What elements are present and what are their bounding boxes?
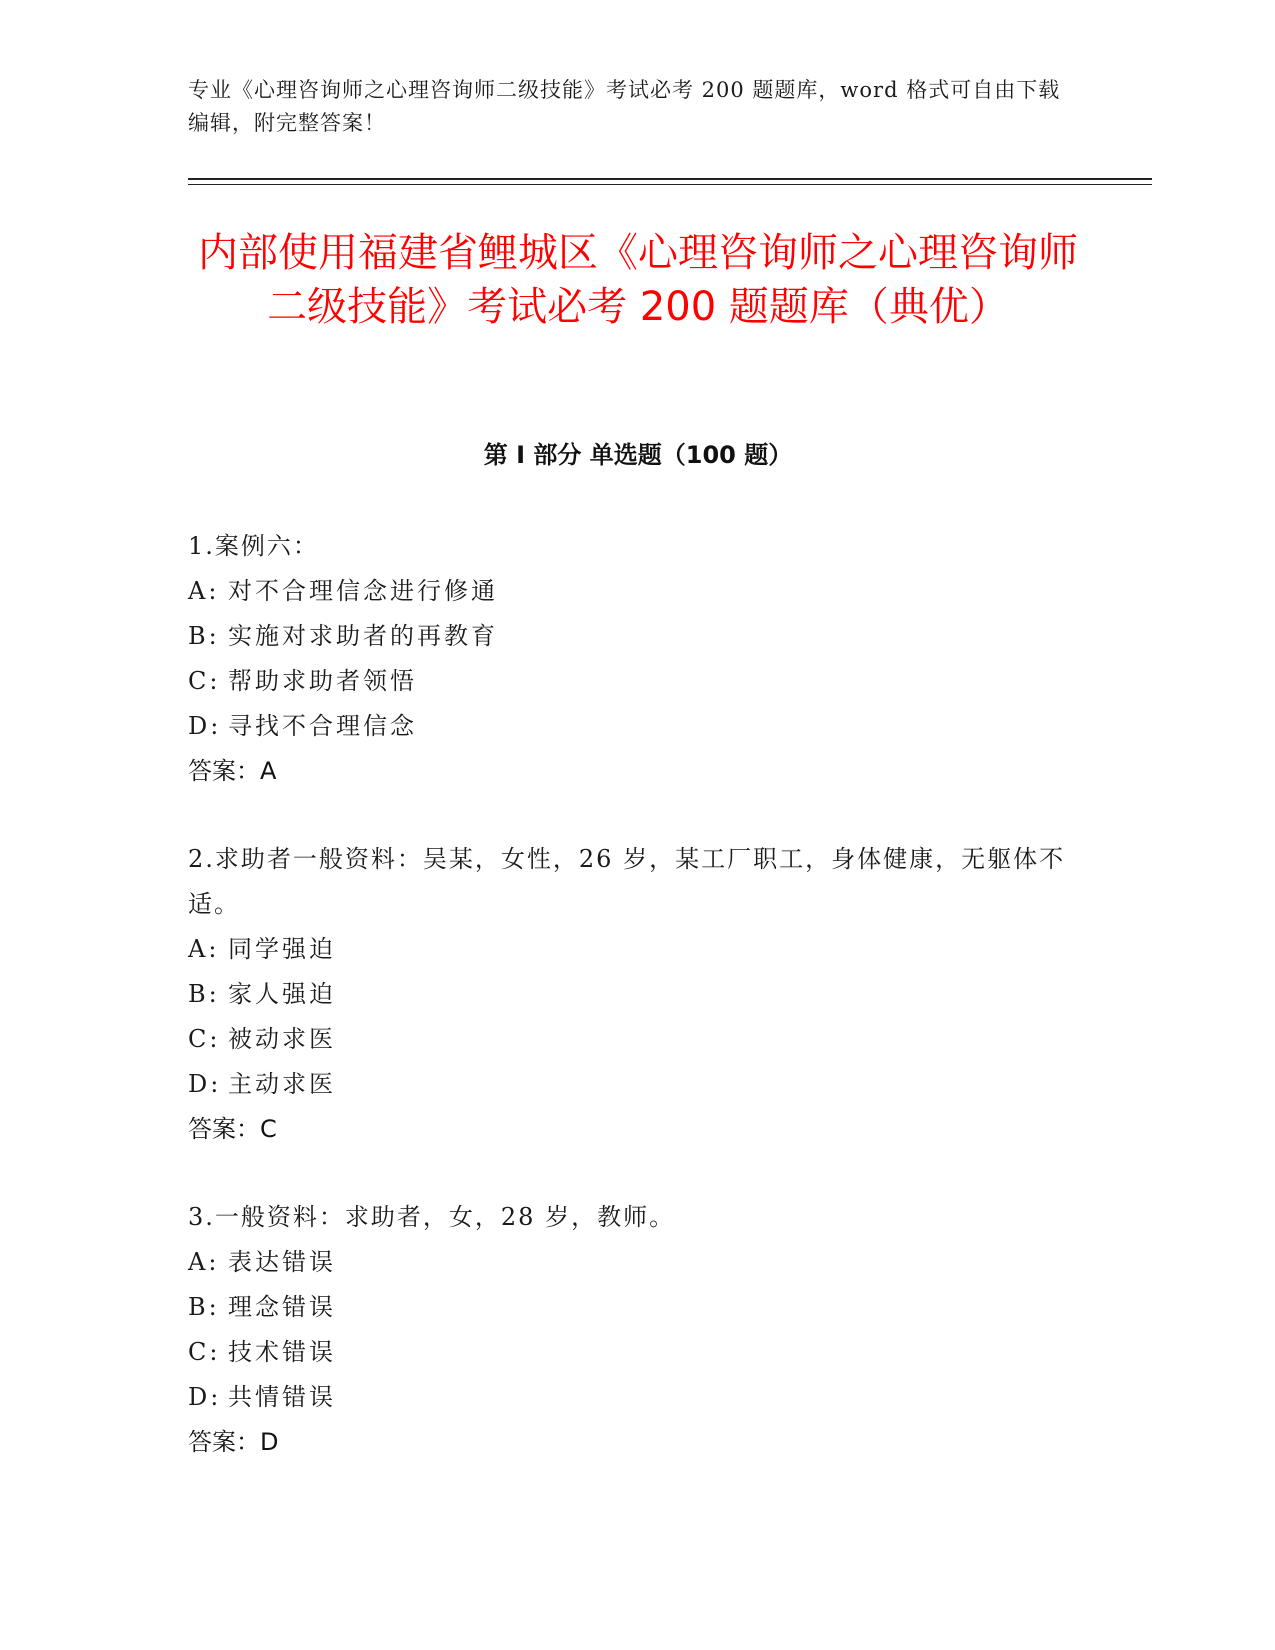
question-stem: 1.案例六： <box>188 532 319 560</box>
document-title: 内部使用福建省鲤城区《心理咨询师之心理咨询师二级技能》考试必考 200 题题库（典优） <box>198 230 1078 330</box>
option-b <box>188 972 1068 1017</box>
option-text: 理念错误 <box>228 1293 336 1321</box>
answer-line: 答案：A <box>188 757 277 785</box>
option-a <box>188 569 1068 614</box>
option-text: 表达错误 <box>228 1248 336 1276</box>
option-d <box>188 1375 1068 1420</box>
option-key: B: <box>188 1293 220 1321</box>
question-2 <box>188 837 1068 1152</box>
option-key: C: <box>188 667 221 695</box>
option-text: 技术错误 <box>228 1338 336 1366</box>
answer-line: 答案：D <box>188 1428 279 1456</box>
option-key: A: <box>188 577 220 605</box>
question-3 <box>188 1195 1068 1465</box>
option-text: 帮助求助者领悟 <box>228 667 417 695</box>
option-key: C: <box>188 1025 221 1053</box>
section-heading: 第 I 部分 单选题（100 题） <box>483 441 793 469</box>
option-key: B: <box>188 980 220 1008</box>
option-key: D: <box>188 1070 222 1098</box>
option-key: A: <box>188 935 220 963</box>
header-rule-thin <box>188 184 1152 185</box>
option-text: 主动求医 <box>228 1070 336 1098</box>
option-c <box>188 1017 1068 1062</box>
option-b <box>188 614 1068 659</box>
option-text: 寻找不合理信念 <box>228 712 417 740</box>
option-a <box>188 927 1068 972</box>
option-text: 共情错误 <box>228 1383 336 1411</box>
option-c <box>188 659 1068 704</box>
option-text: 被动求医 <box>228 1025 336 1053</box>
option-text: 同学强迫 <box>228 935 336 963</box>
option-text: 对不合理信念进行修通 <box>228 577 498 605</box>
option-text: 家人强迫 <box>228 980 336 1008</box>
option-key: B: <box>188 622 220 650</box>
option-c <box>188 1330 1068 1375</box>
answer-line: 答案：C <box>188 1115 277 1143</box>
question-1 <box>188 524 1068 794</box>
header-note: 专业《心理咨询师之心理咨询师二级技能》考试必考 200 题题库，word 格式可自由下载编辑，附完整答案！ <box>188 78 1061 135</box>
option-d <box>188 1062 1068 1107</box>
option-key: A: <box>188 1248 220 1276</box>
option-text: 实施对求助者的再教育 <box>228 622 498 650</box>
option-a <box>188 1240 1068 1285</box>
header-rule-thick <box>188 178 1152 180</box>
option-key: C: <box>188 1338 221 1366</box>
question-stem: 3.一般资料：求助者，女，28 岁，教师。 <box>188 1203 676 1231</box>
option-key: D: <box>188 712 222 740</box>
question-stem: 2.求助者一般资料：吴某，女性，26 岁，某工厂职工，身体健康，无躯体不适。 <box>188 845 1066 918</box>
option-d <box>188 704 1068 749</box>
option-key: D: <box>188 1383 222 1411</box>
option-b <box>188 1285 1068 1330</box>
question-list <box>188 524 1068 1508</box>
